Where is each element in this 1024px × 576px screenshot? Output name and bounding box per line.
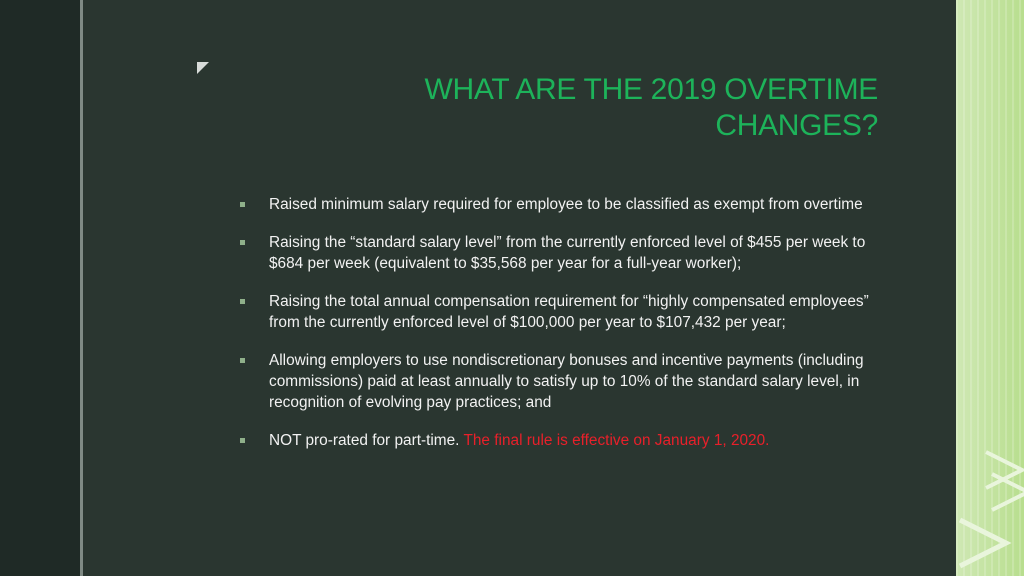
- bullet-item: [240, 430, 880, 451]
- bullet-text: NOT pro-rated for part-time.: [269, 432, 460, 449]
- bullet-square-icon: [240, 240, 245, 245]
- bullet-item: [240, 232, 880, 274]
- effective-date-highlight: The final rule is effective on January 1, 2020.: [463, 432, 770, 449]
- bullet-item: [240, 291, 880, 333]
- left-divider-line: [80, 0, 83, 576]
- bullet-square-icon: [240, 358, 245, 363]
- bullet-square-icon: [240, 438, 245, 443]
- corner-triangle-icon: [197, 62, 209, 74]
- title-line-2: CHANGES?: [715, 109, 878, 142]
- slide-title: [300, 72, 878, 144]
- bullet-item: [240, 194, 880, 215]
- bullet-square-icon: [240, 202, 245, 207]
- bullet-text: Allowing employers to use nondiscretionary bonuses and incentive payments (including commissions) paid at least annually to satisfy up to 10% of the standard salary level, in recognition of evolving pay practices; and: [269, 352, 864, 411]
- bullet-text: Raising the total annual compensation requirement for “highly compensated employees” from the currently enforced level of $100,000 per year to $107,432 per year;: [269, 293, 869, 331]
- chevron-decoration-icon: [956, 0, 1024, 576]
- bullet-list: [240, 194, 880, 468]
- bullet-text: Raised minimum salary required for employee to be classified as exempt from overtime: [269, 196, 863, 213]
- bullet-item: [240, 350, 880, 413]
- title-line-1: WHAT ARE THE 2019 OVERTIME: [424, 73, 878, 106]
- bullet-text: Raising the “standard salary level” from the currently enforced level of $455 per week to $684 per week (equivalent to $35,568 per year for a full-year worker);: [269, 234, 866, 272]
- bullet-square-icon: [240, 299, 245, 304]
- left-band: [0, 0, 80, 576]
- right-decorative-panel: [956, 0, 1024, 576]
